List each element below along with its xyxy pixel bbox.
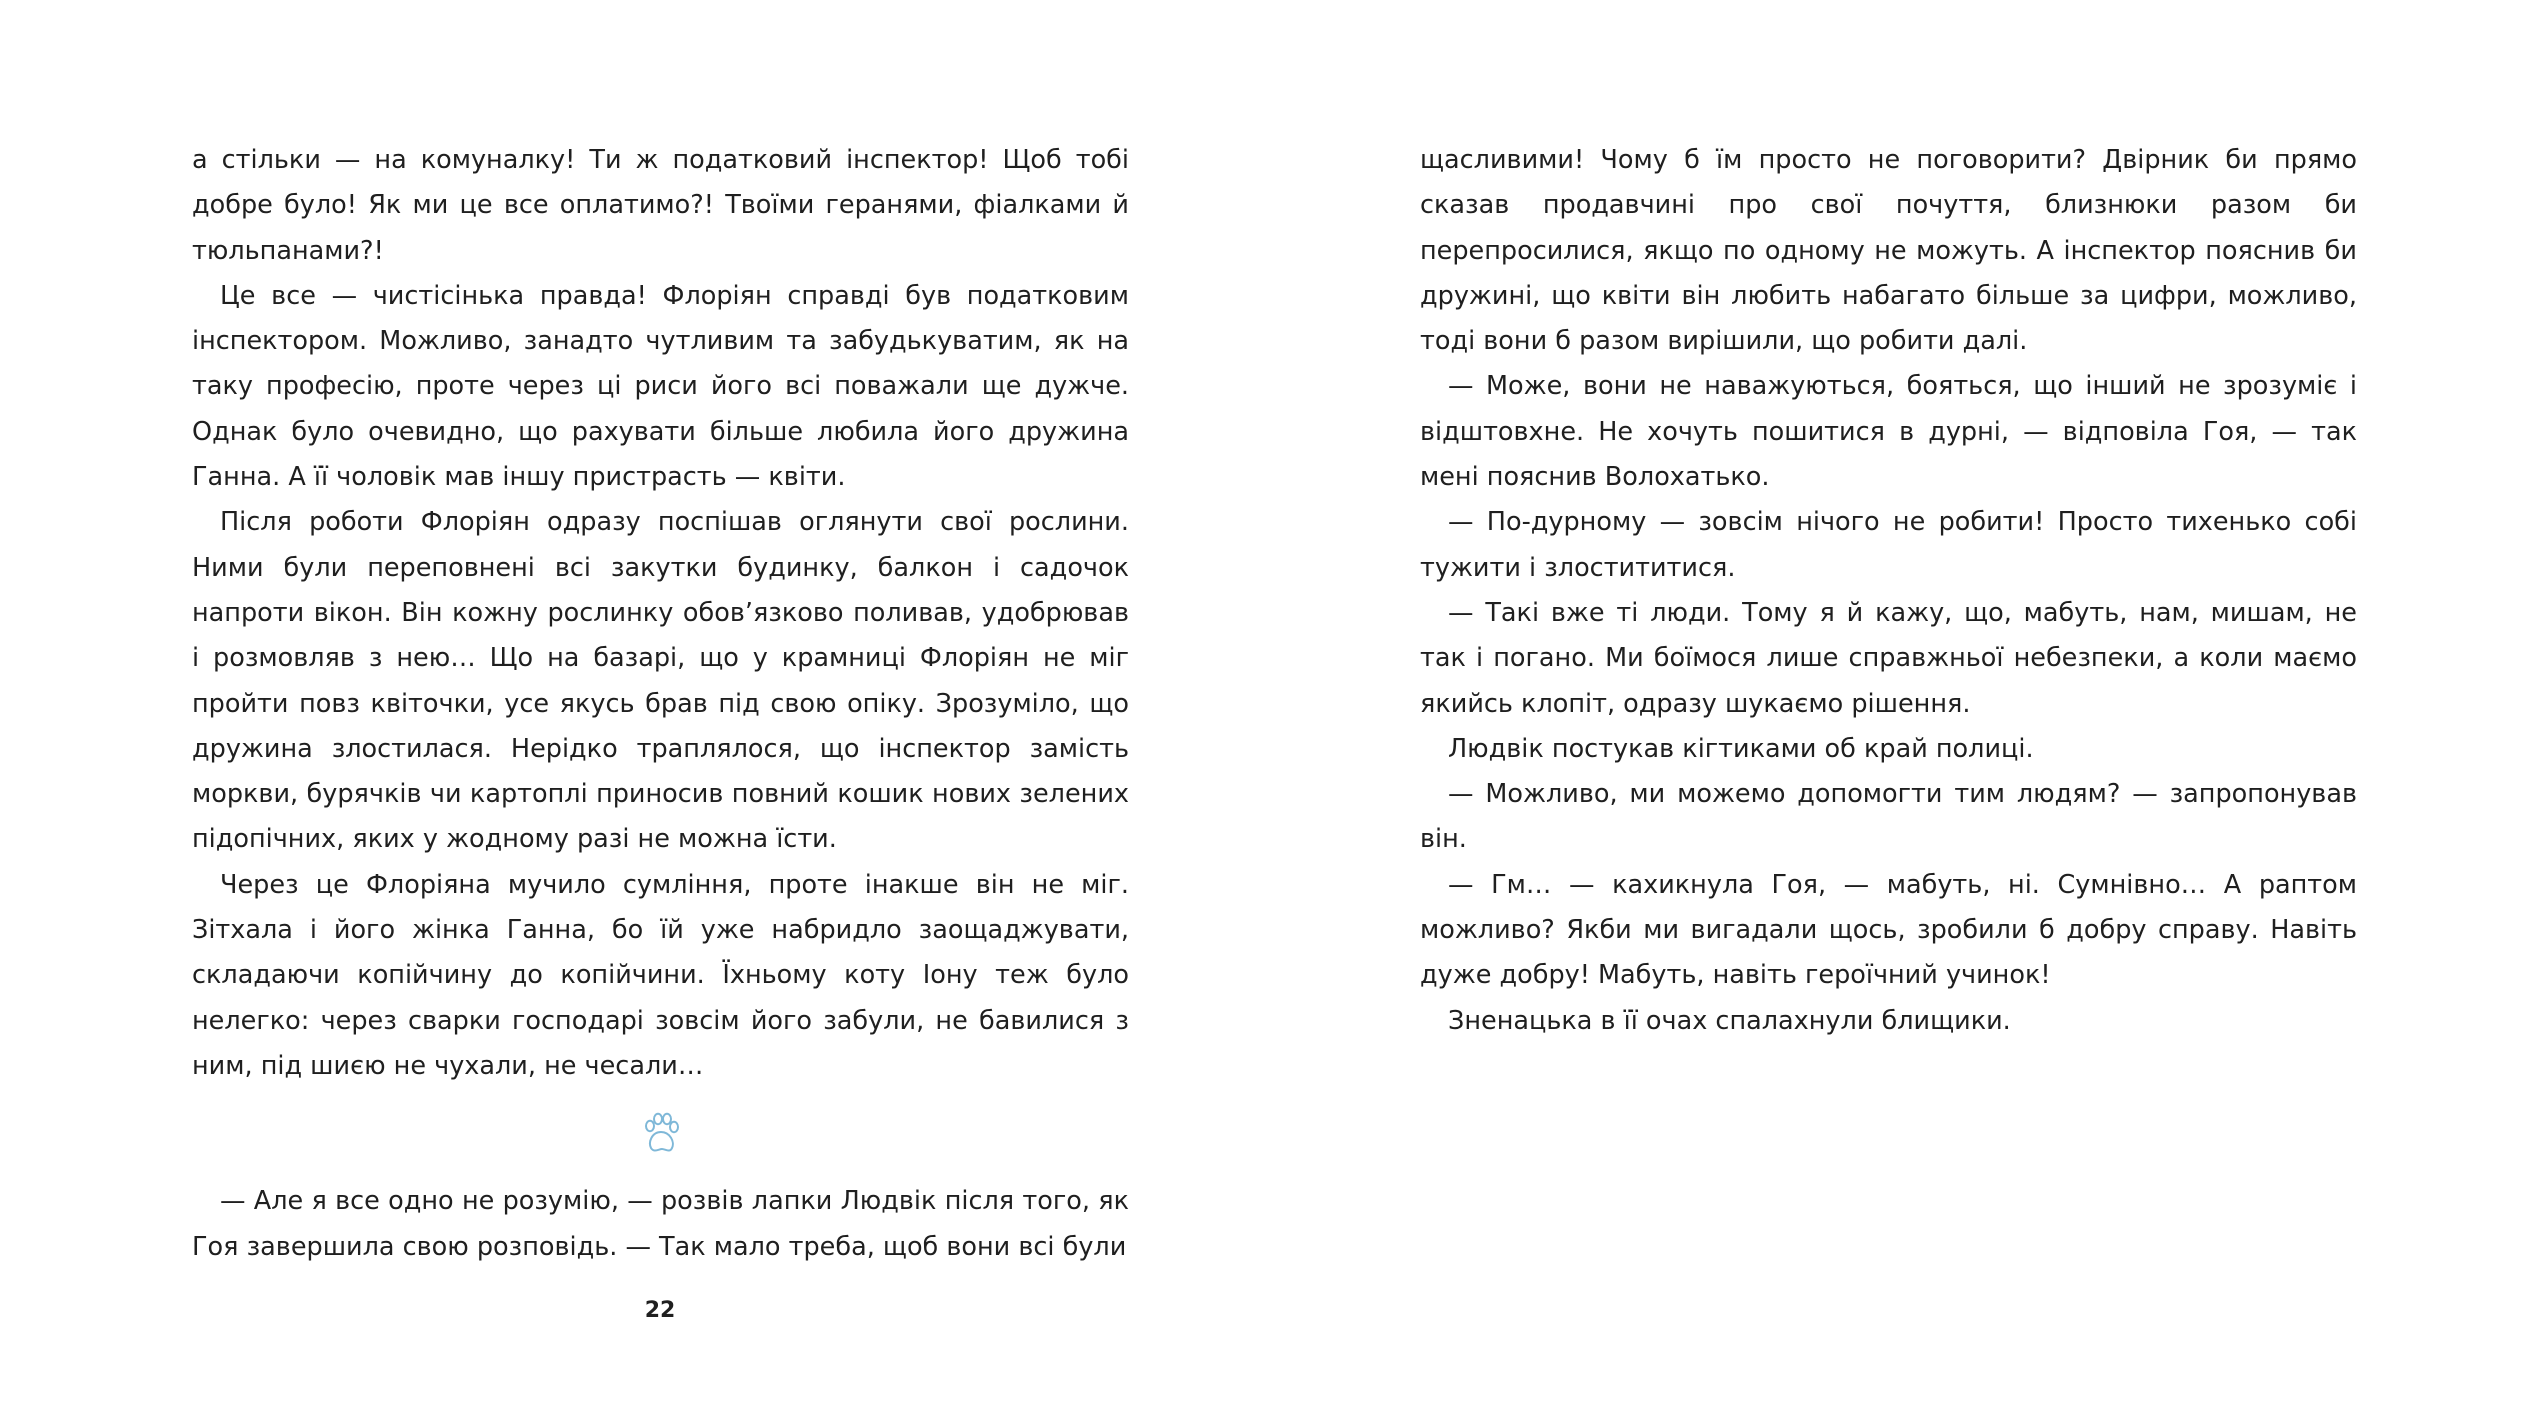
paw-print-icon <box>641 1112 681 1156</box>
paragraph: — По-дурному — зовсім нічого не робити! Просто тихенько собі тужити і злостититися. <box>1420 507 2357 583</box>
section-break <box>192 1089 1129 1179</box>
paragraph: — Гм… — кахикнула Гоя, — мабуть, ні. Сумнівно… А раптом можливо? Якби ми вигадали щось, зробили б добру справу. Навіть дуже добру! Мабуть, навіть героїчний учинок! <box>1420 869 2357 991</box>
paragraph: Людвік постукав кігтиками об край полиці. <box>1448 733 2034 764</box>
paragraph: щасливими! Чому б їм просто не поговорити? Двірник би прямо сказав продавчині про свої почуття, близнюки разом би перепросилися, якщо по одному не можуть. А інспектор пояснив би дружині, що квіти він любить набагато більше за цифри, можливо, тоді вони б разом вирішили, що робити далі. <box>1420 145 2357 357</box>
paragraph: Через це Флоріяна мучило сумління, проте інакше він не міг. Зітхала і його жінка Ганна, бо їй уже набридло заощаджувати, складаючи копійчину до копійчини. Їхньому коту Іону теж було нелегко: через сварки господарі зовсім його забули, не бавилися з ним, під шиєю не чухали, не чесали… <box>192 869 1129 1081</box>
page-number: 22 <box>644 1298 676 1323</box>
paragraph: а стільки — на комуналку! Ти ж податковий інспектор! Щоб тобі добре було! Як ми це все оплатимо?! Твоїми геранями, фіалками й тюльпанами?! <box>192 145 1129 266</box>
left-page <box>192 138 1129 1270</box>
paragraph: — Може, вони не наважуються, бояться, що інший не зрозуміє і відштовхне. Не хочуть пошитися в дурні, — відповіла Гоя, — так мені пояснив Волохатько. <box>1420 371 2357 493</box>
right-page <box>1420 138 2357 1044</box>
paragraph: Після роботи Флоріян одразу поспішав оглянути свої рослини. Ними були переповнені всі закутки будинку, балкон і садочок напроти вікон. Він кожну рослинку обов’язково поливав, удобрював і розмовляв з нею… Що на базарі, що у крамниці Флоріян не міг пройти повз квіточки, усе якусь брав під свою опіку. Зрозуміло, що дружина злостилася. Нерідко траплялося, що інспектор замість моркви, бурячків чи картоплі приносив повний кошик нових зелених підопічних, яких у жодному разі не можна їсти. <box>192 507 1129 855</box>
paragraph: Це все — чистісінька правда! Флоріян справді був податковим інспектором. Можливо, занадто чутливим та забудькуватим, як на таку професію, проте через ці риси його всі поважали ще дужче. Однак було очевидно, що рахувати більше любила його дружина Ганна. А її чоловік мав іншу пристрасть — квіти. <box>192 280 1129 493</box>
paragraph: Зненацька в її очах спалахнули блищики. <box>1448 1005 2011 1036</box>
paragraph: — Але я все одно не розумію, — розвів лапки Людвік після того, як Гоя завершила свою розповідь. — Так мало треба, щоб вони всі були <box>192 1186 1129 1262</box>
paragraph: — Такі вже ті люди. Тому я й кажу, що, мабуть, нам, мишам, не так і погано. Ми боїмося лише справжньої небезпеки, а коли маємо якийсь клопіт, одразу шукаємо рішення. <box>1420 597 2357 719</box>
paragraph: — Можливо, ми можемо допомогти тим людям? — запропонував він. <box>1420 779 2357 855</box>
